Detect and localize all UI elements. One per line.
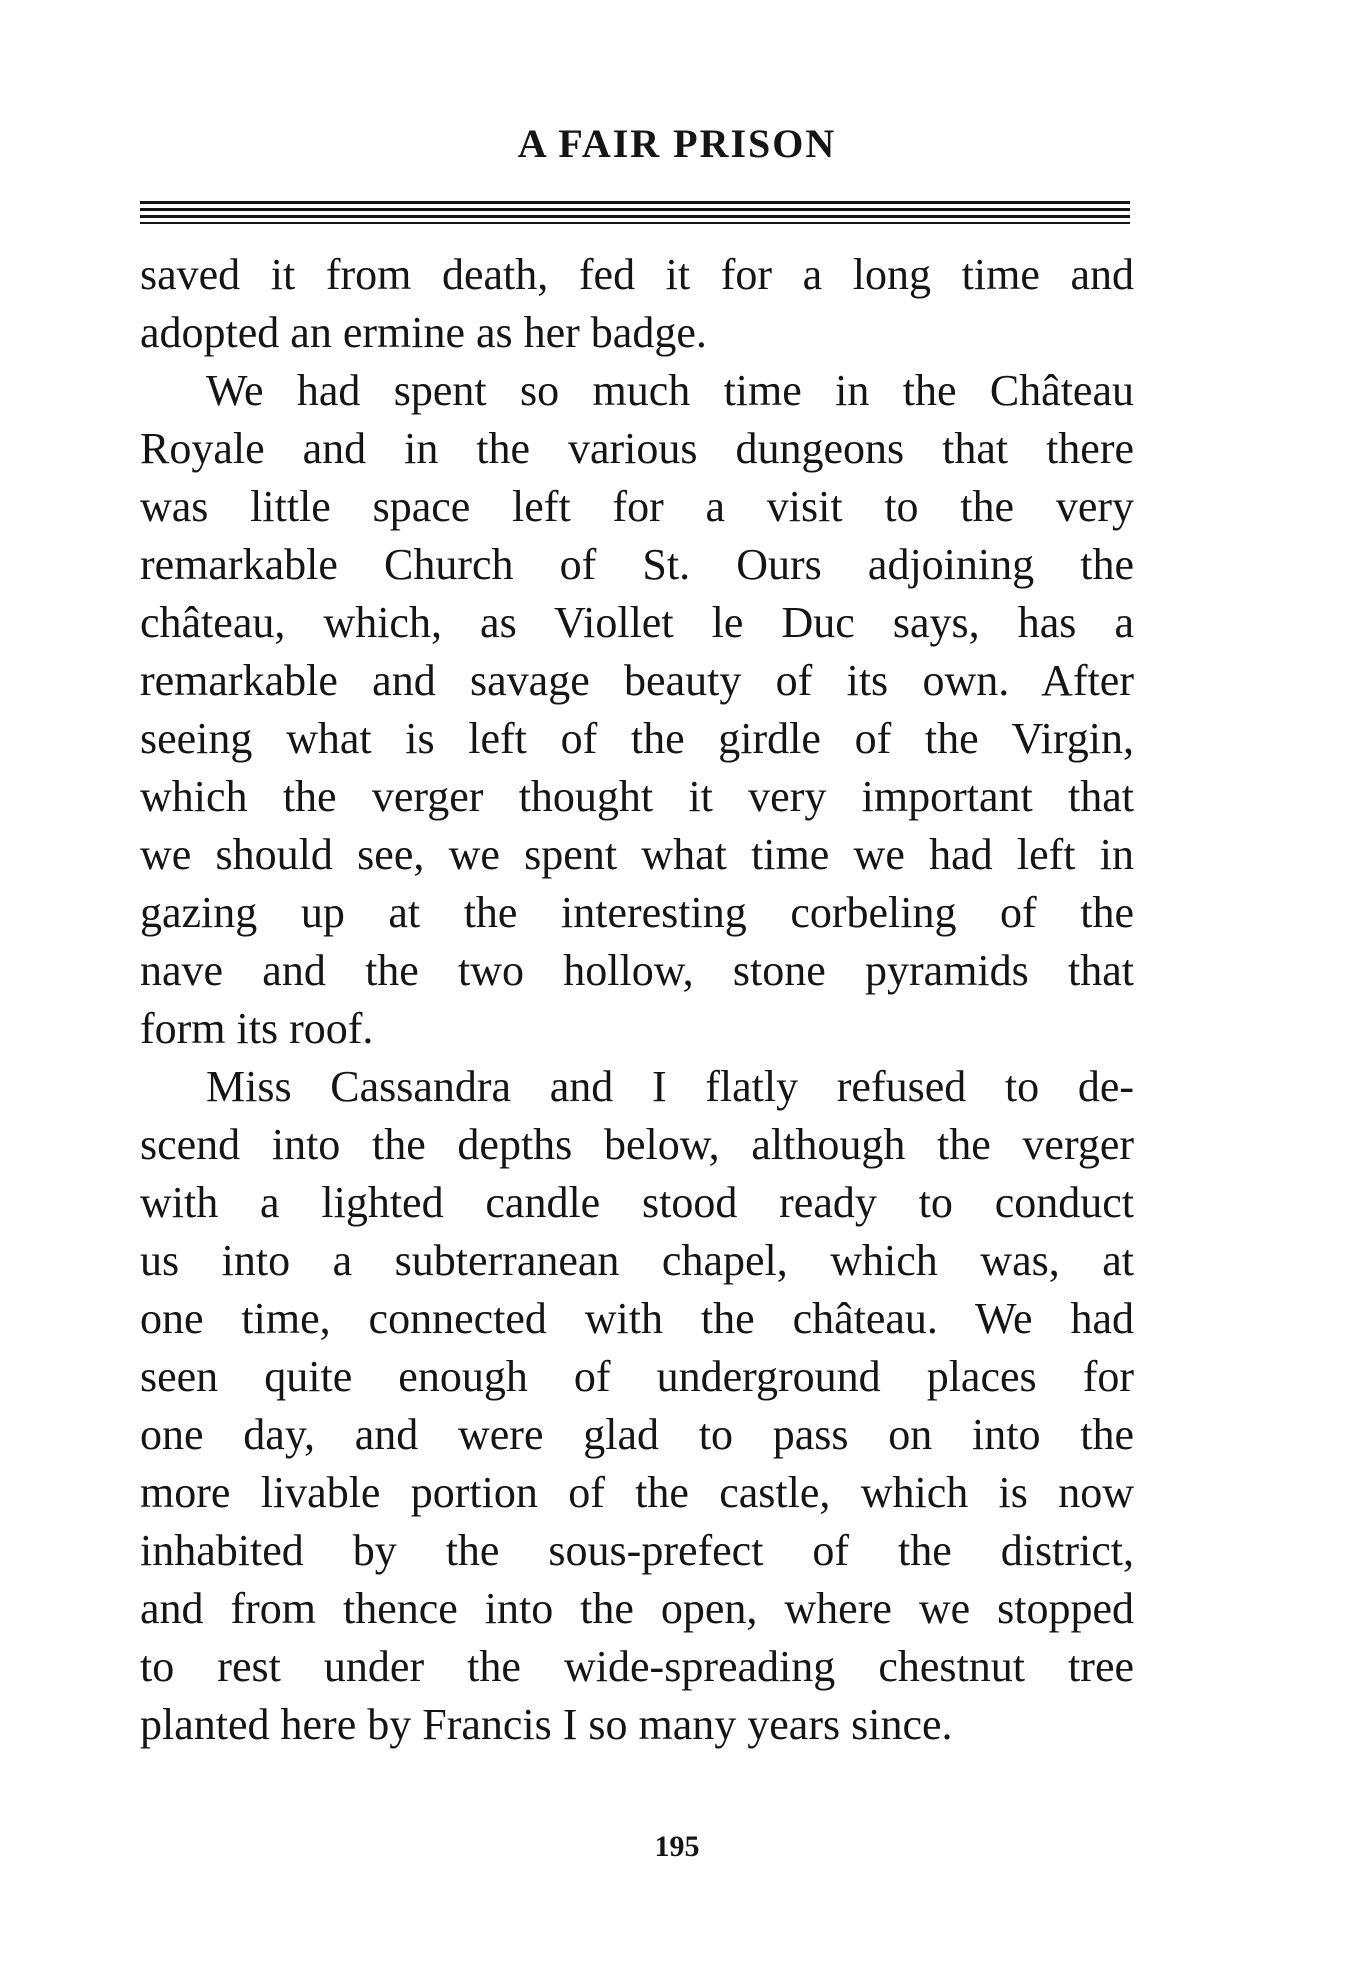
text-line: We had spent so much time in the Château	[206, 366, 1134, 415]
page-number: 195	[654, 1830, 700, 1863]
text-line: and from thence into the open, where we stopped	[140, 1584, 1134, 1633]
text-line: us into a subterranean chapel, which was, at	[140, 1236, 1134, 1285]
body-text	[140, 246, 1134, 1754]
text-line: scend into the depths below, although the verger	[140, 1120, 1134, 1169]
text-line: inhabited by the sous-prefect of the district,	[140, 1526, 1134, 1575]
text-line: seen quite enough of underground places for	[140, 1352, 1134, 1401]
text-line: more livable portion of the castle, which is now	[140, 1468, 1134, 1517]
text-line: to rest under the wide-spreading chestnut tree	[140, 1642, 1134, 1691]
text-line: Royale and in the various dungeons that there	[140, 424, 1134, 473]
text-line: remarkable and savage beauty of its own. After	[140, 656, 1134, 705]
text-line: nave and the two hollow, stone pyramids that	[140, 946, 1134, 995]
text-line: seeing what is left of the girdle of the Virgin,	[140, 714, 1134, 763]
text-line: with a lighted candle stood ready to conduct	[140, 1178, 1134, 1227]
text-line: was little space left for a visit to the very	[140, 482, 1134, 531]
header-rule	[140, 208, 1130, 211]
header-rule	[140, 201, 1130, 204]
text-line: we should see, we spent what time we had left in	[140, 830, 1134, 879]
text-line: adopted an ermine as her badge.	[140, 308, 707, 357]
text-line: form its roof.	[140, 1004, 374, 1053]
header-rule	[140, 215, 1130, 218]
text-line: château, which, as Viollet le Duc says, has a	[140, 598, 1134, 647]
running-title: A FAIR PRISON	[517, 121, 837, 166]
text-line: planted here by Francis I so many years since.	[140, 1700, 953, 1749]
text-line: Miss Cassandra and I flatly refused to de-	[206, 1062, 1134, 1111]
text-line: gazing up at the interesting corbeling of the	[140, 888, 1134, 937]
text-line: which the verger thought it very important that	[140, 772, 1134, 821]
text-line: one day, and were glad to pass on into the	[140, 1410, 1134, 1459]
text-line: saved it from death, fed it for a long time and	[140, 250, 1134, 299]
text-line: remarkable Church of St. Ours adjoining the	[140, 540, 1134, 589]
text-line: one time, connected with the château. We had	[140, 1294, 1134, 1343]
header-rule	[140, 222, 1130, 224]
